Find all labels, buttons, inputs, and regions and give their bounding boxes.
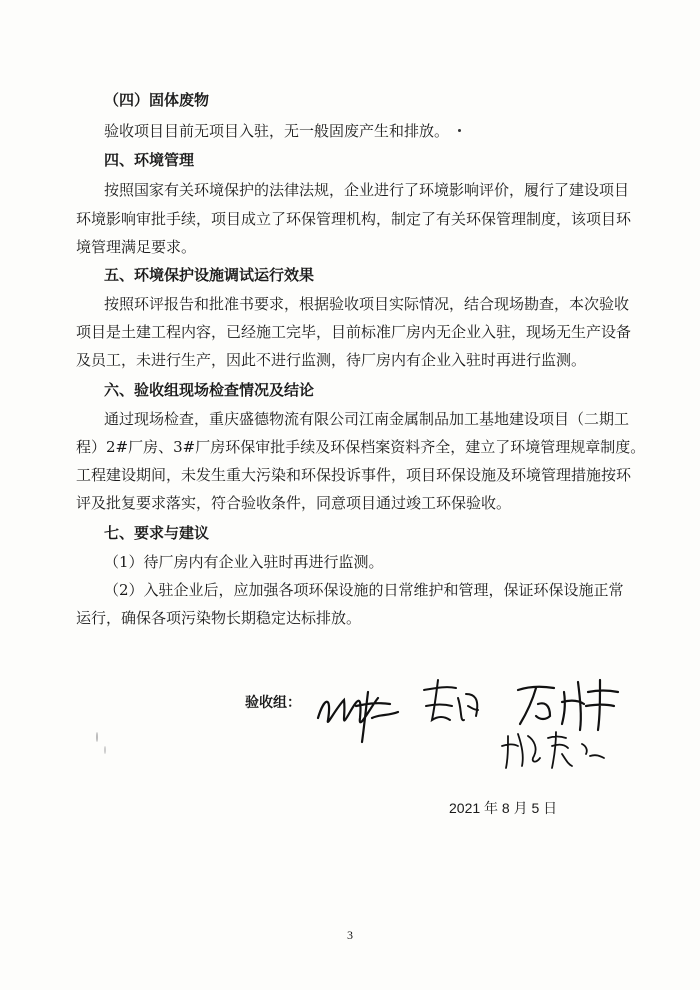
paragraph-line: 环境影响审批手续，项目成立了环保管理机构，制定了有关环保管理制度，该项目环 (76, 210, 632, 228)
section-heading-requirements: 七、要求与建议 (104, 524, 210, 542)
section-heading-env-management: 四、环境管理 (104, 151, 195, 169)
scan-speck (104, 746, 106, 754)
scan-speck (458, 129, 461, 132)
page-number: 3 (347, 928, 353, 942)
paragraph-line: 验收项目目前无项目入驻，无一般固废产生和排放。 (104, 122, 450, 140)
scan-speck (96, 732, 98, 742)
handwritten-signature-4 (500, 726, 610, 776)
paragraph-line: 境管理满足要求。 (76, 238, 197, 256)
handwritten-signature-2 (418, 676, 488, 736)
recommendation-item: （2）入驻企业后，应加强各项环保设施的日常维护和管理，保证环保设施正常 (104, 581, 624, 599)
paragraph-line: 通过现场检查，重庆盛德物流有限公司江南金属制品加工基地建设项目（二期工 (104, 410, 630, 428)
paragraph-line: 按照国家有关环境保护的法律法规，企业进行了环境影响评价，履行了建设项目 (104, 181, 630, 199)
handwritten-signature-1 (310, 668, 410, 748)
paragraph-line: 按照环评报告和批准书要求，根据验收项目实际情况，结合现场勘查，本次验收 (104, 295, 630, 313)
section-heading-solid-waste: （四）固体废物 (104, 91, 210, 109)
paragraph-line: 程）2#厂房、3#厂房环保审批手续及环保档案资料齐全，建立了环境管理规章制度。 (76, 438, 646, 456)
paragraph-line: 运行，确保各项污染物长期稳定达标排放。 (76, 609, 362, 627)
paragraph-line: 评及批复要求落实，符合验收条件，同意项目通过竣工环保验收。 (76, 494, 512, 512)
paragraph-line: 及员工，未进行生产，因此不进行监测，待厂房内有企业入驻时再进行监测。 (76, 351, 587, 369)
handwritten-signature-3 (514, 672, 624, 732)
paragraph-line: 项目是土建工程内容，已经施工完毕，目前标准厂房内无企业入驻，现场无生产设备 (76, 323, 632, 341)
recommendation-item: （1）待厂房内有企业入驻时再进行监测。 (104, 553, 384, 571)
section-heading-inspection: 六、验收组现场检查情况及结论 (104, 381, 315, 399)
paragraph-line: 工程建设期间，未发生重大污染和环保投诉事件，项目环保设施及环境管理措施按环 (76, 466, 632, 484)
section-heading-facility-results: 五、环境保护设施调试运行效果 (104, 266, 315, 284)
acceptance-group-label: 验收组： (245, 695, 301, 711)
document-date: 2021 年 8 月 5 日 (449, 800, 558, 816)
